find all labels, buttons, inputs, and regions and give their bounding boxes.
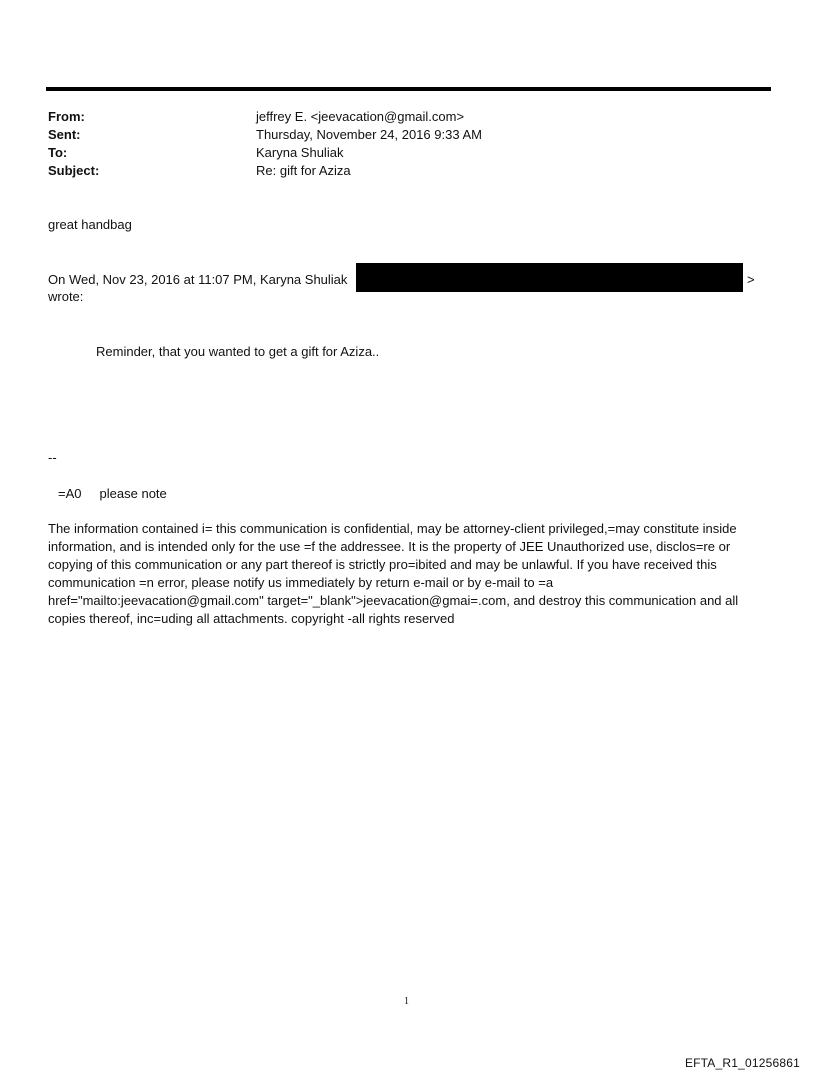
from-value: jeffrey E. <jeevacation@gmail.com> — [256, 109, 465, 124]
redaction-block — [356, 263, 743, 292]
subject-label: Subject: — [48, 163, 100, 178]
reply-text: great handbag — [48, 217, 132, 232]
document-id: EFTA_R1_01256861 — [684, 1056, 800, 1070]
disclaimer-paragraph: The information contained i= this communication is confidential, may be attorney-client privileged,=may constitute inside information, and is intended only for the use =f the addressee. It is the property of JEE Unauthorized use, disclos=re or copying of this communication or any part thereof is strictly pro=ibited and may be unlawful. If you have received this communication =n error, please notify us immediately by return e-mail or by e-mail to =a href="mailto:jeevacation@gmail.com" target="_blank">jeevacation@gmai=.com, and destroy this communication and all copies thereof, inc=uding all attachments. copyright -all rights reserved — [48, 521, 739, 626]
to-label: To: — [48, 145, 68, 160]
note-line: =A0 please note — [58, 486, 167, 501]
header-rule — [46, 87, 771, 91]
to-value: Karyna Shuliak — [256, 145, 344, 160]
quote-intro: On Wed, Nov 23, 2016 at 11:07 PM, Karyna Shuliak — [48, 272, 348, 287]
sent-value: Thursday, November 24, 2016 9:33 AM — [256, 127, 482, 142]
quote-close: > — [747, 272, 755, 287]
separator: -- — [48, 450, 57, 465]
page-number: 1 — [404, 996, 409, 1007]
sent-label: Sent: — [48, 127, 81, 142]
subject-value: Re: gift for Aziza — [256, 163, 351, 178]
quoted-message: Reminder, that you wanted to get a gift for Aziza.. — [96, 344, 380, 359]
from-label: From: — [48, 109, 85, 124]
quote-wrote: wrote: — [48, 289, 84, 304]
